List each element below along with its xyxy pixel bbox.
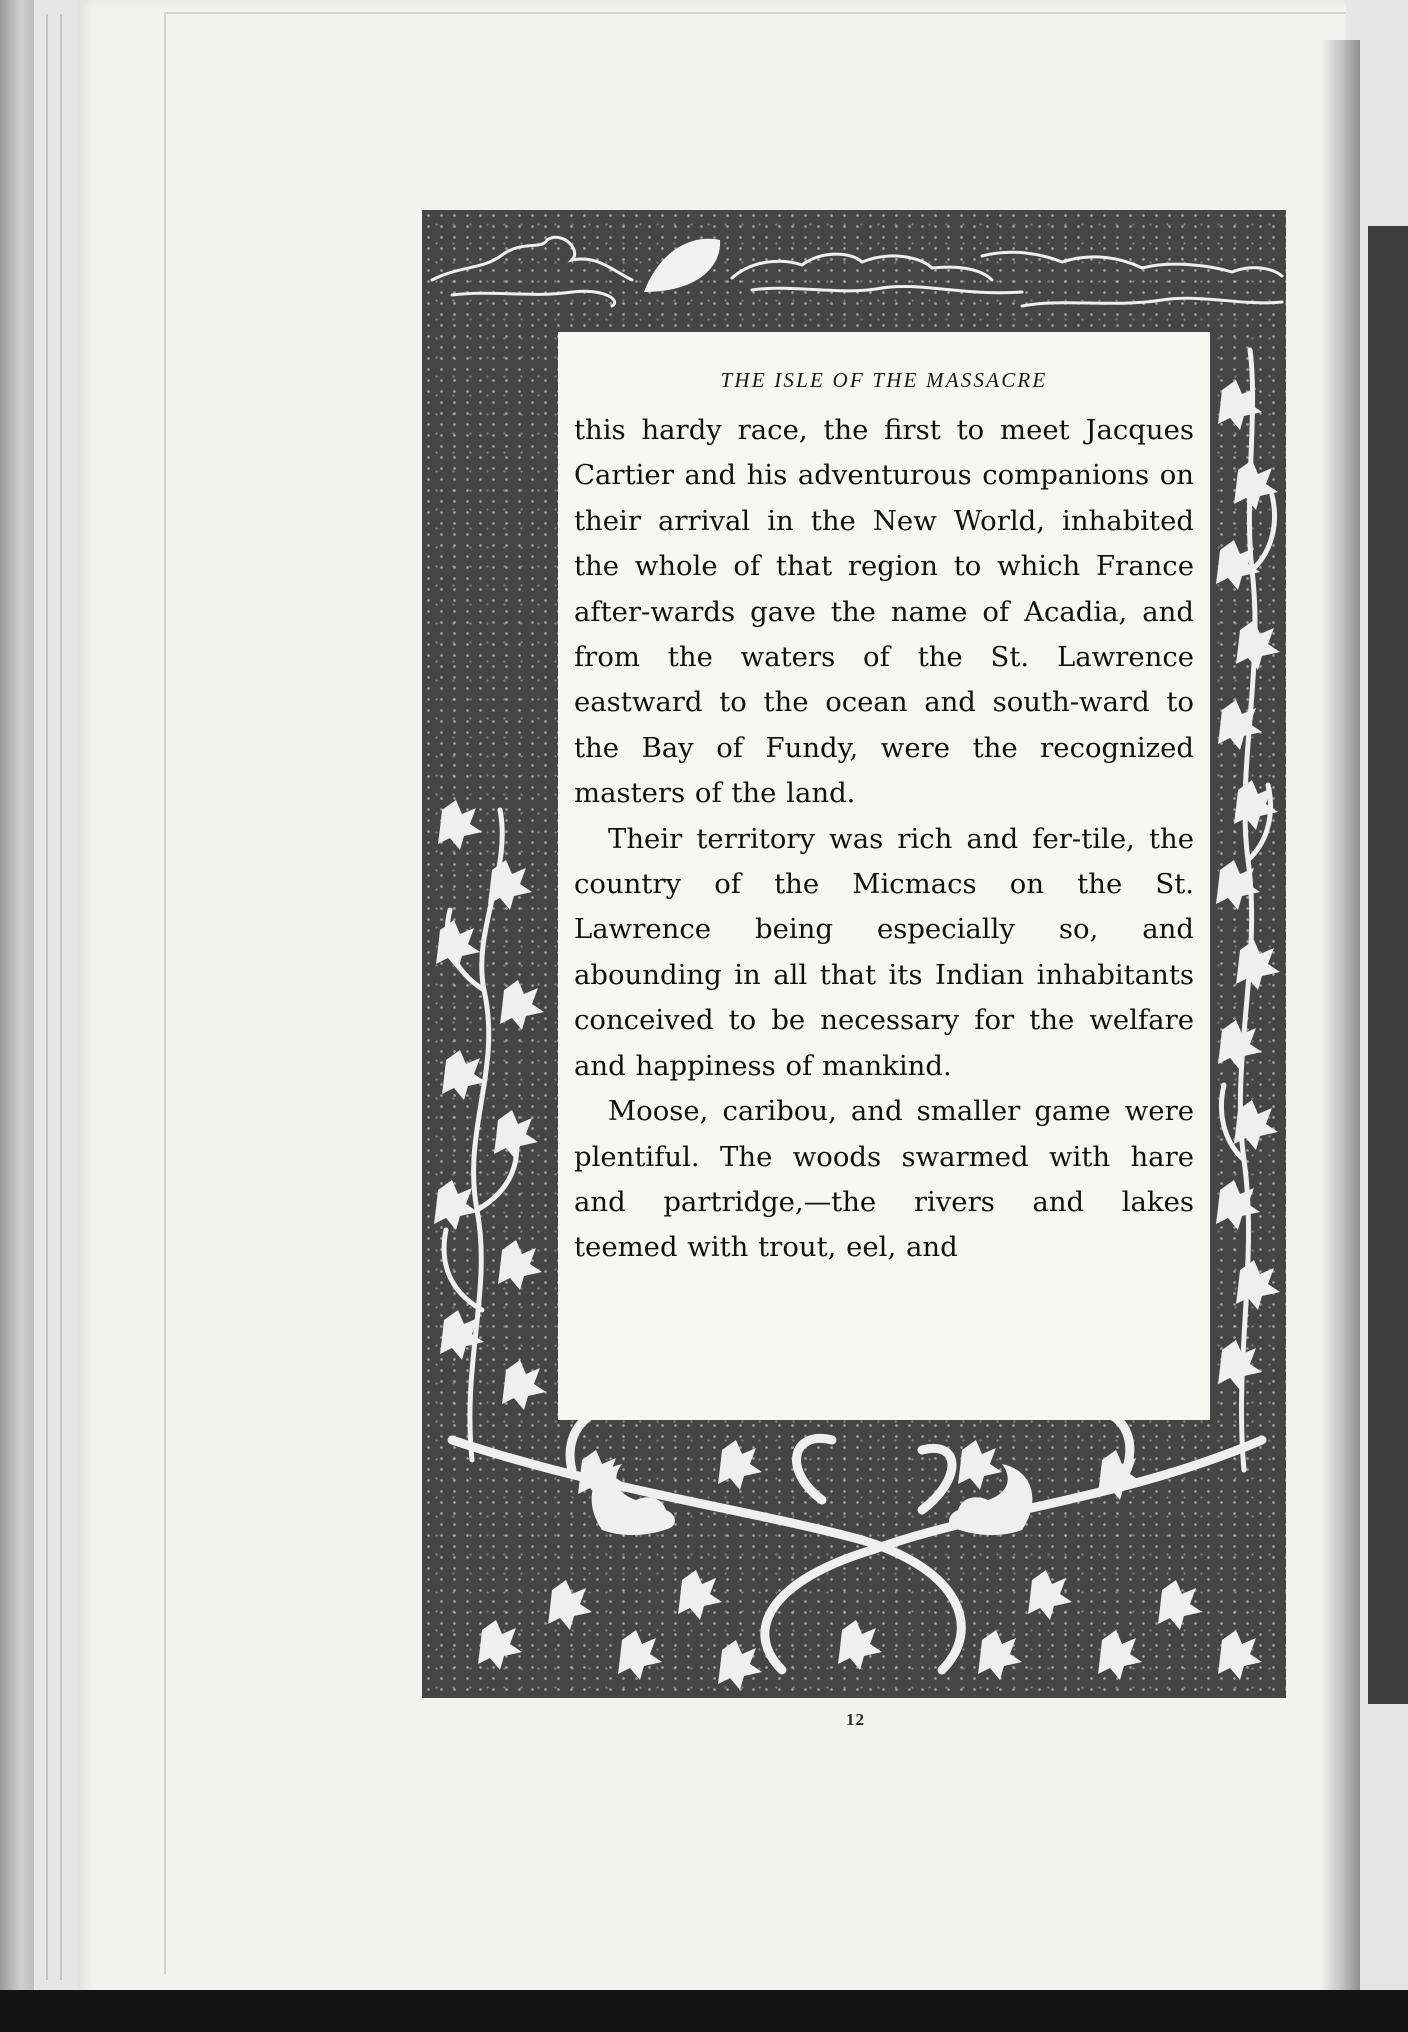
decorative-frame (422, 210, 1286, 1698)
scan-bottom-edge (0, 1990, 1408, 2032)
page-top-rule (164, 12, 1346, 14)
cloud-outlines (432, 237, 1282, 306)
page-inner-rule (164, 12, 166, 1974)
paragraph: Their territory was rich and fer-tile, the country of the Micmacs on the St. Lawrence being especially so, and abounding in all that its Indian inhabitants conceived to be necessary for the welfare and happiness of mankind. (574, 822, 1194, 1082)
right-vine (1221, 350, 1274, 1470)
page-number: 12 (846, 1710, 865, 1729)
running-head: THE ISLE OF THE MASSACRE (720, 368, 1048, 392)
facing-page-border (1368, 226, 1408, 1704)
left-leaves (434, 800, 546, 1410)
book-gutter (1322, 40, 1360, 2000)
paragraph: Moose, caribou, and smaller game were plentiful. The woods swarmed with hare and partridge,—the rivers and lakes teemed with trout, eel, and (574, 1095, 1194, 1264)
stack-edge-line (60, 14, 62, 1980)
stack-edge-line (46, 14, 48, 1980)
moon-shape (644, 239, 720, 292)
paragraph: this hardy race, the first to meet Jacques Cartier and his adventurous companions on their arrival in the New World, inhabited the whole of that region to which France after-wards gave the name of Acadia, and from the waters of the St. Lawrence eastward to the ocean and south-ward to the Bay of Fundy, were the recognized masters of the land. (574, 414, 1194, 810)
text-panel (558, 332, 1210, 1420)
body-text (574, 408, 1194, 1271)
scan-left-edge (0, 0, 34, 2032)
